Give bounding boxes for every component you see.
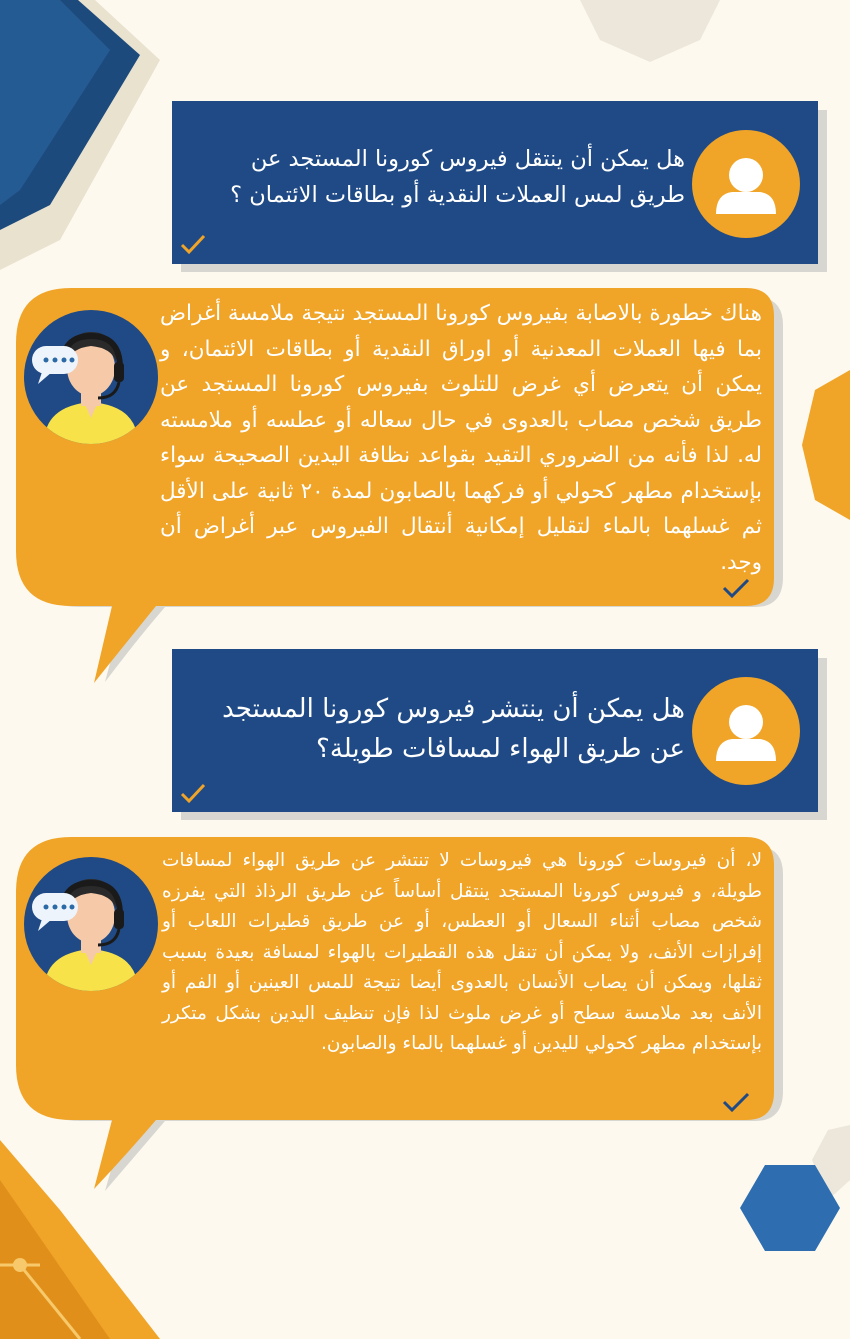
- answer-1-text: هناك خطورة بالاصابة بفيروس كورونا المستجد نتيجة ملامسة أغراض بما فيها العملات المعدنية أو اوراق النقدية أو بطاقات الائتمان، و يمكن أن يتعرض أي غرض للتلوث بفيروس كورونا المستجد عن طريق شخص مصاب بالعدوى في حال سعاله أو عطسه أو ملامسته له. لذا فأنه من الضروري التقيد بقواعد نظافة اليدين الصحيحة سواء بإستخدام مطهر كحولي أو فركهما بالصابون لمدة ٢٠ ثانية على الأقل ثم غسلهما بالماء لتقليل إمكانية أنتقال الفيروس عبر أغراض أن وجد.: [160, 301, 762, 575]
- user-avatar-icon: [692, 677, 800, 785]
- support-agent-icon: [24, 857, 158, 991]
- checkmark-icon: [722, 578, 750, 598]
- answer-2-text: لا، أن فيروسات كورونا هي فيروسات لا تنتشر عن طريق الهواء لمسافات طويلة، و فيروس كورونا المستجد ينتقل أساساً عن طريق الرذاذ التي يفرزه شخص مصاب أثناء السعال أو العطس، أو عن طريق قطيرات اللعاب أو إفرازات الأنف، ولا يمكن أن تنقل هذه القطيرات بالهواء لمسافة بعيدة بسبب ثقلها، ويمكن أن يصاب الأنسان بالعدوى أيضا نتيجة للمس العينين أو الفم أو الأنف بعد ملامسة سطح أو غرض ملوث لذا فإن تنظيف اليدين بشكل متكرر بإستخدام مطهر كحولي لليدين أو غسلهما بالماء والصابون.: [162, 850, 762, 1054]
- question-1-text: هل يمكن أن ينتقل فيروس كورونا المستجد عن طريق لمس العملات النقدية أو بطاقات الائتمان ؟: [230, 146, 685, 208]
- checkmark-icon: [180, 234, 206, 254]
- question-2-text: هل يمكن أن ينتشر فيروس كورونا المستجد عن طريق الهواء لمسافات طويلة؟: [222, 694, 685, 764]
- user-avatar-icon: [692, 130, 800, 238]
- support-agent-icon: [24, 310, 158, 444]
- checkmark-icon: [722, 1092, 750, 1112]
- checkmark-icon: [180, 783, 206, 803]
